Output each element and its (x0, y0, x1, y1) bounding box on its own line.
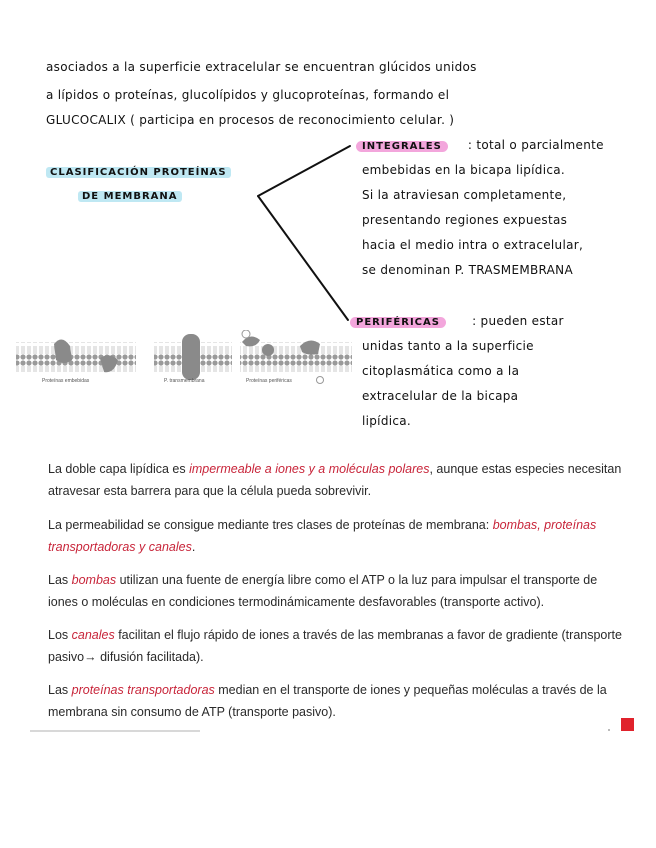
p4-text-a: Los (48, 628, 72, 642)
perifericas-line: unidas tanto a la superficie (362, 339, 534, 353)
perifericas-first-line (350, 314, 564, 328)
classification-title-text1: CLASIFICACIÓN PROTEÍNAS (46, 167, 231, 178)
p5-text-c: median en el transporte de iones y pequeñas moléculas a través de la membrana sin consumo de ATP (transporte pasivo). (48, 683, 607, 719)
perifericas-line: lipídica. (362, 414, 412, 428)
p3-text-c: utilizan una fuente de energía libre como el ATP o la luz para impulsar el transporte de iones o moléculas en condiciones termodinámicamente desfavorables (transporte activo). (48, 573, 598, 609)
footer-rule (30, 730, 200, 732)
p5-text-a: Las (48, 683, 72, 697)
p2-text-a: La permeabilidad se consigue mediante tres clases de proteínas de membrana: (48, 518, 493, 532)
p1-text-c: , aunque estas especies necesitan atravesar esta barrera para que la célula pueda sobrevivir. (48, 462, 622, 498)
p4-text-c: facilitan el flujo rápido de iones a través de las membranas a favor de gradiente (transporte pasivo→ difusión facilitada). (48, 628, 622, 664)
p3-bombas: bombas (71, 573, 117, 587)
footer-red-square (621, 718, 634, 731)
perifericas-line: extracelular de la bicapa (362, 389, 519, 403)
integrales-label: INTEGRALES (356, 141, 448, 152)
paragraph-3 (48, 569, 628, 613)
classification-title-line1 (46, 164, 231, 178)
perifericas-label: PERIFÉRICAS (350, 317, 446, 328)
integrales-line: presentando regiones expuestas (362, 213, 568, 227)
p4-canales: canales (71, 628, 115, 642)
classification-bracket (250, 140, 360, 330)
integrales-line: se denominan P. TRASMEMBRANA (362, 263, 573, 277)
p5-transportadoras: proteínas transportadoras (71, 683, 215, 697)
p2-canales: canales (148, 540, 192, 554)
membrane-illustration (14, 330, 354, 394)
figure-caption-peripheral: Proteínas periféricas (246, 378, 292, 384)
paragraph-1 (48, 458, 628, 502)
integrales-line: embebidas en la bicapa lipídica. (362, 163, 565, 177)
p2-transportadoras: proteínas transportadoras (48, 518, 597, 554)
p1-highlight: impermeable a iones y a moléculas polares (189, 462, 430, 476)
classification-title-line2 (78, 188, 182, 202)
figure-caption-embedded: Proteínas embebidas (42, 378, 90, 384)
p2-bombas: bombas (492, 518, 538, 532)
p2-sep2: y (135, 540, 149, 554)
integrales-line: hacia el medio intra o extracelular, (362, 238, 584, 252)
p3-text-a: Las (48, 573, 72, 587)
integrales-first-line (356, 138, 604, 152)
paragraph-4 (48, 624, 628, 668)
integrales-rest: : total o parcialmente (467, 138, 604, 152)
membrane-figure (14, 330, 354, 394)
perifericas-rest: : pueden estar (472, 314, 564, 328)
integrales-line: Si la atraviesan completamente, (362, 188, 567, 202)
paragraph-2 (48, 514, 628, 558)
classification-title-text2: DE MEMBRANA (78, 191, 182, 202)
p1-text-a: La doble capa lipídica es (48, 462, 190, 476)
p2-end: . (191, 540, 196, 554)
intro-line-3: GLUCOCALIX ( participa en procesos de reconocimiento celular. ) (46, 113, 455, 127)
perifericas-line: citoplasmática como a la (362, 364, 520, 378)
footer-dot (608, 729, 610, 731)
p2-sep1: , (537, 518, 545, 532)
intro-line-2: a lípidos o proteínas, glucolípidos y glucoproteínas, formando el (46, 88, 450, 102)
intro-line-1: asociados a la superficie extracelular se encuentran glúcidos unidos (46, 60, 477, 74)
paragraph-5 (48, 679, 628, 723)
figure-caption-transmembrane: P. transmembrana (164, 378, 205, 384)
